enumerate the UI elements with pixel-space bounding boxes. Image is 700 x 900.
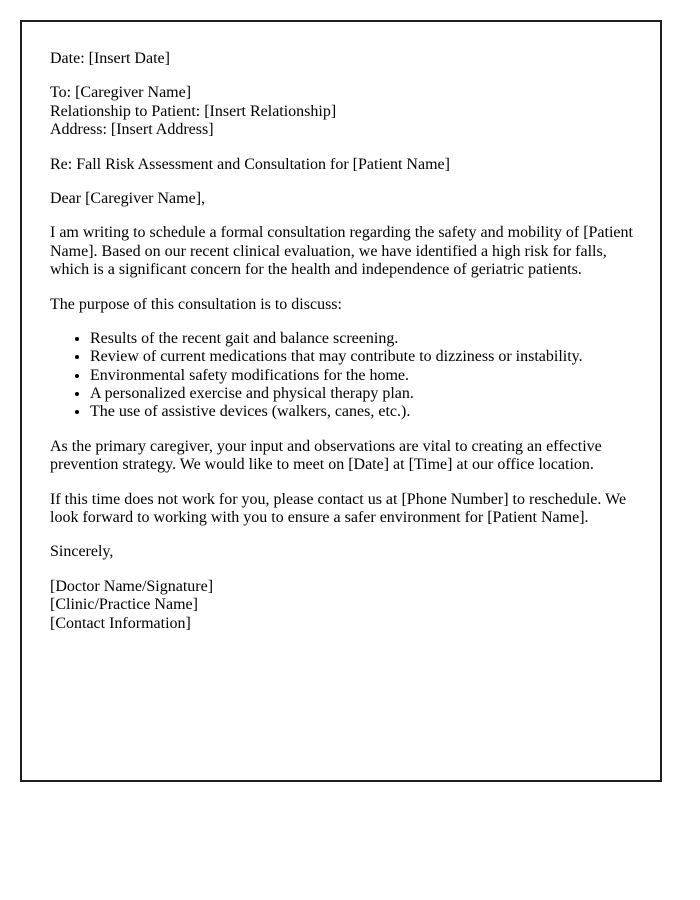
salutation: Dear [Caregiver Name],: [50, 189, 206, 207]
bullet-item-home-safety: • Environmental safety modifications for the home.: [90, 367, 645, 385]
discussion-bullet-list: [50, 330, 645, 422]
bullet-item-gait-screening: • Results of the recent gait and balance screening.: [90, 330, 645, 348]
date-line: Date: [Insert Date]: [50, 50, 170, 67]
signature-contact-line: [Contact Information]: [50, 614, 191, 632]
purpose-intro: The purpose of this consultation is to discuss:: [50, 295, 342, 313]
recipient-address-line: Address: [Insert Address]: [50, 121, 214, 139]
signature-clinic-line: [Clinic/Practice Name]: [50, 596, 198, 614]
signature-doctor-line: [Doctor Name/Signature]: [50, 577, 214, 595]
bullet-item-assistive-devices: • The use of assistive devices (walkers, canes, etc.).: [90, 403, 645, 421]
letter-page: [20, 20, 662, 782]
subject-line: Re: Fall Risk Assessment and Consultation for [Patient Name]: [50, 155, 450, 173]
bullet-item-medication-review: • Review of current medications that may contribute to dizziness or instability.: [90, 348, 645, 366]
recipient-block: [50, 84, 645, 139]
closing-line: Sincerely,: [50, 543, 114, 561]
recipient-relationship-line: Relationship to Patient: [Insert Relationship]: [50, 102, 337, 120]
body-paragraph-2: As the primary caregiver, your input and observations are vital to creating an effective prevention strategy. We would like to meet on [Date] at [Time] at our office location.: [50, 437, 602, 474]
body-paragraph-3: If this time does not work for you, please contact us at [Phone Number] to reschedule. We look forward to working with you to ensure a safer environment for [Patient Name].: [50, 490, 627, 527]
signature-block: [50, 578, 645, 633]
bullet-item-therapy-plan: • A personalized exercise and physical therapy plan.: [90, 385, 645, 403]
body-paragraph-1: I am writing to schedule a formal consultation regarding the safety and mobility of [Patient Name]. Based on our recent clinical evaluation, we have identified a high risk for falls, which is a significant concern for the health and independence of geriatric patients.: [50, 224, 633, 279]
recipient-to-line: To: [Caregiver Name]: [50, 84, 192, 102]
